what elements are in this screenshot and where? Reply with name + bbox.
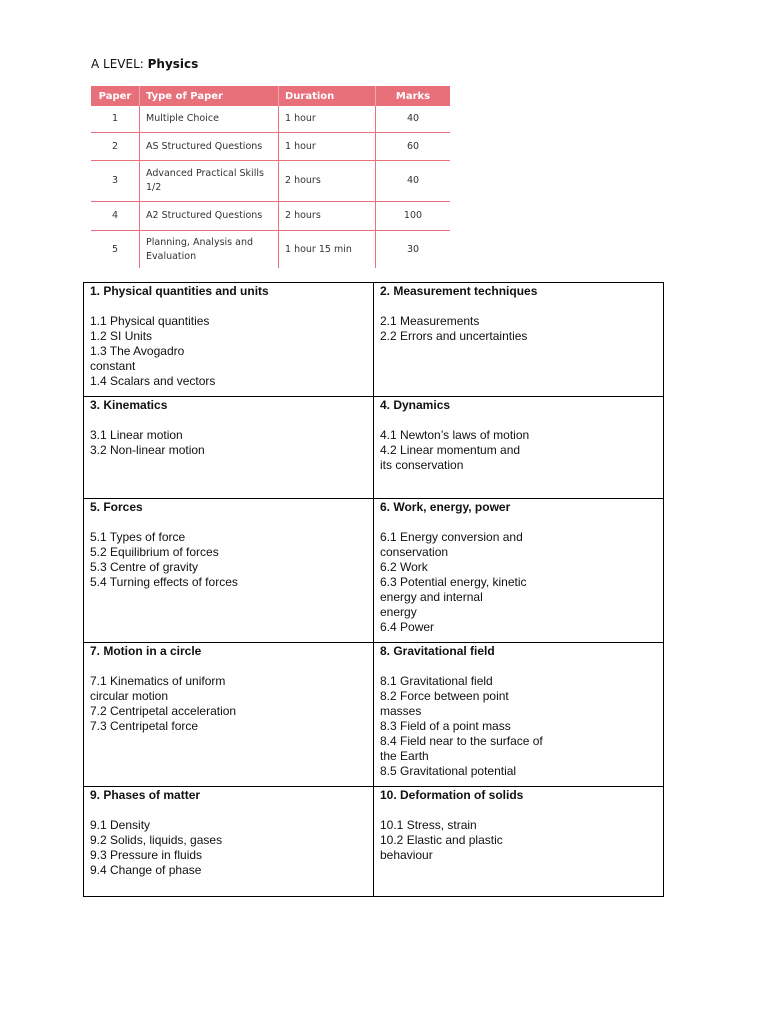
table-row bbox=[91, 202, 450, 231]
topic-item: 10.2 Elastic and plastic behaviour bbox=[380, 833, 503, 862]
topic-items bbox=[380, 530, 657, 635]
topics-table bbox=[83, 282, 664, 897]
topic-item: 7.3 Centripetal force bbox=[90, 719, 199, 733]
table-row bbox=[91, 161, 450, 202]
topic-item: 5.1 Types of force bbox=[90, 530, 186, 544]
topic-cell bbox=[84, 499, 374, 643]
topics-row bbox=[84, 643, 664, 787]
topic-heading: 8. Gravitational field bbox=[380, 644, 495, 658]
topic-item: 3.1 Linear motion bbox=[90, 428, 183, 442]
topic-item: 9.3 Pressure in fluids bbox=[90, 848, 203, 862]
cell-type: Advanced Practical Skills 1/2 bbox=[140, 161, 279, 202]
topic-cell bbox=[84, 283, 374, 397]
topic-items bbox=[380, 314, 657, 344]
topic-heading: 3. Kinematics bbox=[90, 398, 168, 412]
topic-item: 6.3 Potential energy, kinetic energy and internal energy bbox=[380, 575, 527, 619]
header-paper: Paper bbox=[91, 86, 140, 106]
topic-item: 8.1 Gravitational field bbox=[380, 674, 493, 688]
cell-marks: 60 bbox=[376, 133, 451, 161]
topic-heading: 10. Deformation of solids bbox=[380, 788, 524, 802]
cell-type: Planning, Analysis and Evaluation bbox=[140, 231, 279, 269]
topic-item: 5.4 Turning effects of forces bbox=[90, 575, 238, 589]
topic-item: 5.2 Equilibrium of forces bbox=[90, 545, 219, 559]
topic-cell bbox=[374, 499, 664, 643]
topic-item: 8.4 Field near to the surface of the Earth bbox=[380, 734, 543, 763]
cell-paper: 4 bbox=[91, 202, 140, 231]
title-prefix: A LEVEL: bbox=[91, 57, 148, 71]
topics-row bbox=[84, 499, 664, 643]
topic-item: 2.1 Measurements bbox=[380, 314, 480, 328]
papers-table bbox=[91, 86, 450, 268]
topic-heading: 1. Physical quantities and units bbox=[90, 284, 269, 298]
topic-cell bbox=[84, 643, 374, 787]
topic-heading: 7. Motion in a circle bbox=[90, 644, 202, 658]
header-type: Type of Paper bbox=[140, 86, 279, 106]
cell-type: A2 Structured Questions bbox=[140, 202, 279, 231]
topic-item: 7.2 Centripetal acceleration bbox=[90, 704, 237, 718]
table-row bbox=[91, 133, 450, 161]
topic-item: 8.5 Gravitational potential bbox=[380, 764, 517, 778]
cell-marks: 30 bbox=[406, 243, 420, 255]
topic-items bbox=[90, 674, 367, 734]
topic-heading: 6. Work, energy, power bbox=[380, 500, 511, 514]
cell-duration: 2 hours bbox=[279, 202, 376, 231]
topics-row bbox=[84, 283, 664, 397]
topic-item: 1.2 SI Units bbox=[90, 329, 153, 343]
topic-item: 6.4 Power bbox=[380, 620, 435, 634]
topic-heading: 9. Phases of matter bbox=[90, 788, 201, 802]
topic-item: 7.1 Kinematics of uniform circular motion bbox=[90, 674, 226, 703]
topic-item: 6.2 Work bbox=[380, 560, 428, 574]
cell-paper: 2 bbox=[91, 133, 140, 161]
topic-items bbox=[90, 428, 367, 458]
topic-item: 3.2 Non-linear motion bbox=[90, 443, 205, 457]
topic-heading: 4. Dynamics bbox=[380, 398, 451, 412]
title-subject: Physics bbox=[147, 57, 199, 71]
cell-paper: 1 bbox=[91, 106, 140, 133]
table-row bbox=[91, 231, 450, 269]
topic-item: 2.2 Errors and uncertainties bbox=[380, 329, 528, 343]
header-marks: Marks bbox=[376, 86, 451, 106]
cell-marks: 100 bbox=[376, 202, 451, 231]
topic-items bbox=[90, 530, 367, 590]
topic-items bbox=[380, 674, 657, 779]
cell-duration: 2 hours bbox=[279, 161, 376, 202]
topic-item: 1.3 The Avogadro constant bbox=[90, 344, 185, 373]
topic-item: 4.1 Newton’s laws of motion bbox=[380, 428, 530, 442]
cell-type: AS Structured Questions bbox=[140, 133, 279, 161]
topic-item: 5.3 Centre of gravity bbox=[90, 560, 199, 574]
topic-item: 10.1 Stress, strain bbox=[380, 818, 477, 832]
topic-heading: 2. Measurement techniques bbox=[380, 284, 538, 298]
topic-item: 8.3 Field of a point mass bbox=[380, 719, 511, 733]
cell-paper: 5 bbox=[91, 231, 140, 269]
topic-items bbox=[380, 428, 657, 473]
topic-cell bbox=[374, 787, 664, 897]
topics-row bbox=[84, 787, 664, 897]
cell-marks: 40 bbox=[376, 161, 451, 202]
cell-paper: 3 bbox=[91, 161, 140, 202]
topic-item: 9.4 Change of phase bbox=[90, 863, 202, 877]
topic-item: 9.1 Density bbox=[90, 818, 151, 832]
cell-duration: 1 hour bbox=[279, 106, 376, 133]
topic-items bbox=[380, 818, 657, 863]
header-duration: Duration bbox=[279, 86, 376, 106]
papers-header-row bbox=[91, 86, 450, 106]
topic-item: 4.2 Linear momentum and its conservation bbox=[380, 443, 521, 472]
topic-item: 1.1 Physical quantities bbox=[90, 314, 210, 328]
topic-cell bbox=[374, 283, 664, 397]
cell-duration: 1 hour 15 min bbox=[279, 231, 376, 269]
document-title bbox=[91, 57, 198, 71]
topics-row bbox=[84, 397, 664, 499]
topic-cell bbox=[84, 787, 374, 897]
topic-cell bbox=[84, 397, 374, 499]
cell-duration: 1 hour bbox=[279, 133, 376, 161]
topic-items bbox=[90, 314, 367, 389]
topic-cell bbox=[374, 643, 664, 787]
topic-item: 8.2 Force between point masses bbox=[380, 689, 509, 718]
cell-type: Multiple Choice bbox=[140, 106, 279, 133]
topic-item: 6.1 Energy conversion and conservation bbox=[380, 530, 523, 559]
topic-heading: 5. Forces bbox=[90, 500, 143, 514]
topic-items bbox=[90, 818, 367, 878]
topic-item: 9.2 Solids, liquids, gases bbox=[90, 833, 223, 847]
table-row bbox=[91, 106, 450, 133]
topic-item: 1.4 Scalars and vectors bbox=[90, 374, 216, 388]
topic-cell bbox=[374, 397, 664, 499]
cell-marks: 40 bbox=[376, 106, 451, 133]
